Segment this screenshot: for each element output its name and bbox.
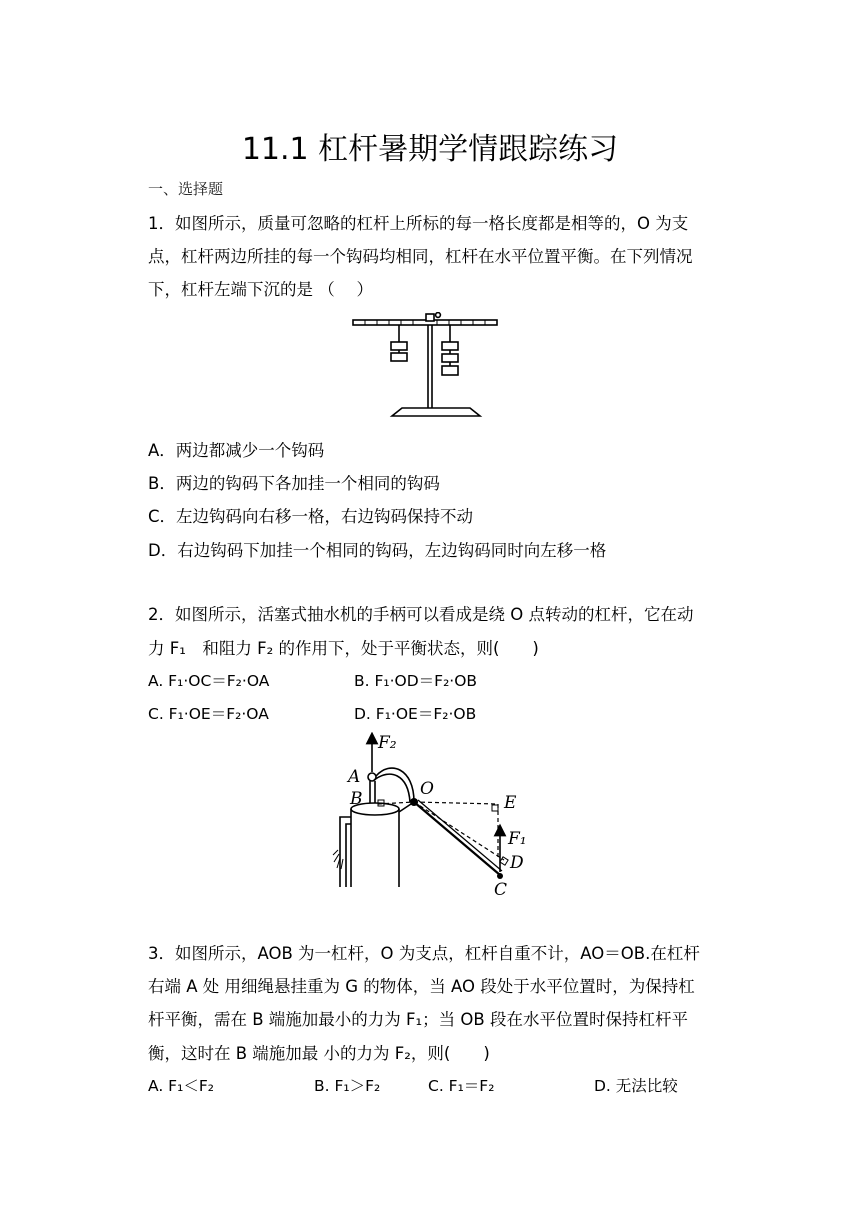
page-title: 11.1 杠杆暑期学情跟踪练习	[241, 132, 619, 167]
q3-option-d: D. 无法比较	[594, 1077, 678, 1095]
label-o: O	[420, 779, 434, 799]
q2-line-1: 2．如图所示，活塞式抽水机的手柄可以看成是绕 O 点转动的杠杆，它在动	[148, 605, 694, 624]
section-heading: 一、选择题	[148, 180, 224, 198]
lever-balance-figure	[350, 312, 500, 418]
q1-option-a: A．两边都减少一个钩码	[148, 441, 325, 460]
q3-option-b: B. F₁＞F₂	[314, 1077, 381, 1095]
q3-option-a: A. F₁＜F₂	[148, 1077, 214, 1095]
label-f2: F₂	[378, 733, 397, 753]
label-c: C	[494, 880, 508, 900]
q1-line-3: 下，杠杆左端下沉的是 （ ）	[148, 280, 373, 299]
label-a: A	[348, 767, 361, 787]
q2-line-2: 力 F₁ 和阻力 F₂ 的作用下，处于平衡状态，则( )	[148, 639, 539, 658]
q3-line-4: 衡，这时在 B 端施加最 小的力为 F₂，则( )	[148, 1044, 490, 1063]
q2-option-c: C. F₁·OE＝F₂·OA	[148, 705, 269, 723]
label-d: D	[510, 853, 524, 873]
q1-option-b: B．两边的钩码下各加挂一个相同的钩码	[148, 474, 440, 493]
q1-line-2: 点，杠杆两边所挂的每一个钩码均相同，杠杆在水平位置平衡。在下列情况	[148, 247, 693, 266]
q3-line-3: 杆平衡，需在 B 端施加最小的力为 F₁；当 OB 段在水平位置时保持杠杆平	[148, 1010, 688, 1029]
q3-option-c: C. F₁＝F₂	[428, 1077, 495, 1095]
q2-option-b: B. F₁·OD＝F₂·OB	[354, 672, 478, 690]
q3-line-2: 右端 A 处 用细绳悬挂重为 G 的物体，当 AO 段处于水平位置时，为保持杠	[148, 977, 695, 996]
q3-line-1: 3．如图所示，AOB 为一杠杆，O 为支点，杠杆自重不计，AO＝OB.在杠杆	[148, 944, 700, 963]
label-b: B	[350, 789, 363, 809]
q1-option-c: C．左边钩码向右移一格，右边钩码保持不动	[148, 507, 474, 526]
q2-option-a: A. F₁·OC＝F₂·OA	[148, 672, 270, 690]
label-f1: F₁	[508, 829, 527, 849]
water-pump-lever-figure	[330, 732, 530, 900]
q1-line-1: 1．如图所示，质量可忽略的杠杆上所标的每一格长度都是相等的，O 为支	[148, 214, 689, 233]
label-e: E	[504, 793, 517, 813]
q2-option-d: D. F₁·OE＝F₂·OB	[354, 705, 477, 723]
q1-option-d: D．右边钩码下加挂一个相同的钩码，左边钩码同时向左移一格	[148, 541, 607, 560]
